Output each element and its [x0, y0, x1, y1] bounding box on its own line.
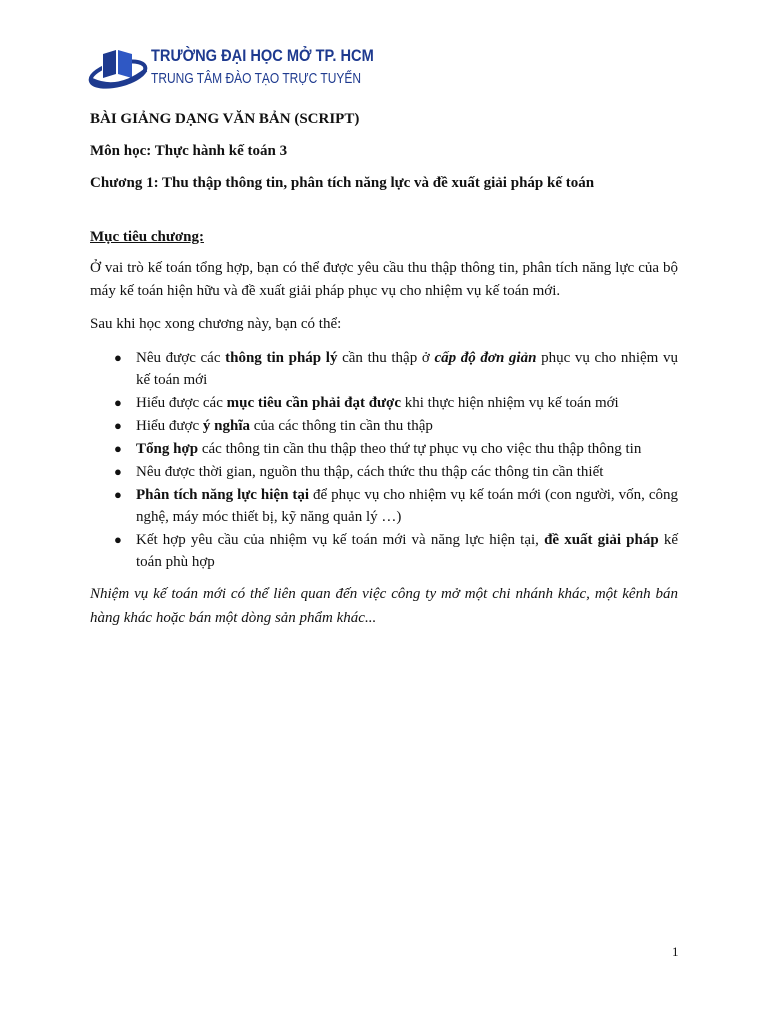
list-item [114, 484, 678, 528]
item-emphasis: thông tin pháp lý [225, 350, 338, 366]
bullet-icon: ● [114, 395, 122, 410]
goals-heading: Mục tiêu chương: [90, 229, 204, 245]
item-text: Nêu được các [136, 350, 226, 366]
course-name: Môn học: Thực hành kế toán 3 [90, 143, 288, 159]
item-text: Hiểu được [136, 418, 203, 434]
item-emphasis: Tổng hợp [136, 441, 199, 457]
list-item [114, 392, 678, 414]
item-text: Hiểu được các [136, 395, 227, 411]
logo-title: TRƯỜNG ĐẠI HỌC MỞ TP. HCM [151, 46, 374, 65]
item-emphasis-italic: cấp độ đơn giản [434, 350, 537, 366]
list-item [114, 529, 678, 573]
item-emphasis: mục tiêu cần phải đạt được [226, 395, 402, 411]
list-item [114, 461, 678, 483]
header-logo [88, 40, 374, 98]
item-emphasis: đề xuất giải pháp [544, 532, 659, 548]
item-text: khi thực hiện nhiệm vụ kế toán mới [401, 395, 619, 411]
item-text: Kết hợp yêu cầu của nhiệm vụ kế toán mới và năng lực hiện tại, [136, 532, 545, 548]
document-body [90, 108, 678, 630]
university-logo-icon [88, 44, 150, 94]
bullet-icon: ● [114, 487, 122, 502]
bullet-icon: ● [114, 441, 122, 456]
item-text: kế toán phù hợp [136, 532, 678, 570]
item-text: để phục vụ cho nhiệm vụ kế toán mới (con người, vốn, công nghệ, máy móc thiết bị, kỹ năng quản lý …) [136, 487, 678, 525]
item-text: Nêu được thời gian, nguồn thu thập, cách thức thu thập các thông tin cần thiết [136, 464, 604, 480]
item-emphasis: ý nghĩa [202, 418, 250, 434]
list-item [114, 415, 678, 437]
item-text: các thông tin cần thu thập theo thứ tự phục vụ cho việc thu thập thông tin [198, 441, 642, 457]
bullet-icon: ● [114, 464, 122, 479]
item-text: của các thông tin cần thu thập [250, 418, 433, 434]
bullet-icon: ● [114, 532, 122, 547]
bullet-icon: ● [114, 350, 122, 365]
intro-paragraph: Ở vai trò kế toán tổng hợp, bạn có thể được yêu cầu thu thập thông tin, phân tích năng lực của bộ máy kế toán hiện hữu và đề xuất giải pháp phục vụ cho nhiệm vụ kế toán mới. [90, 260, 678, 299]
item-emphasis: Phân tích năng lực hiện tại [136, 487, 310, 503]
document-title: BÀI GIẢNG DẠNG VĂN BẢN (SCRIPT) [90, 111, 360, 127]
logo-subtitle: TRUNG TÂM ĐÀO TẠO TRỰC TUYẾN [151, 70, 362, 87]
page-number: 1 [672, 944, 679, 959]
note-paragraph: Nhiệm vụ kế toán mới có thể liên quan đến việc công ty mở một chi nhánh khác, một kênh bán hàng khác hoặc bán một dòng sản phẩm khác... [90, 586, 678, 626]
item-text: cần thu thập ở [337, 350, 435, 366]
list-item [114, 347, 678, 391]
chapter-title: Chương 1: Thu thập thông tin, phân tích năng lực và đề xuất giải pháp kế toán [90, 175, 595, 191]
lead-sentence: Sau khi học xong chương này, bạn có thể: [90, 316, 342, 332]
list-item [114, 438, 678, 460]
bullet-icon: ● [114, 418, 122, 433]
item-text: phục vụ cho nhiệm vụ kế toán mới [136, 350, 678, 388]
objectives-list [90, 347, 678, 573]
